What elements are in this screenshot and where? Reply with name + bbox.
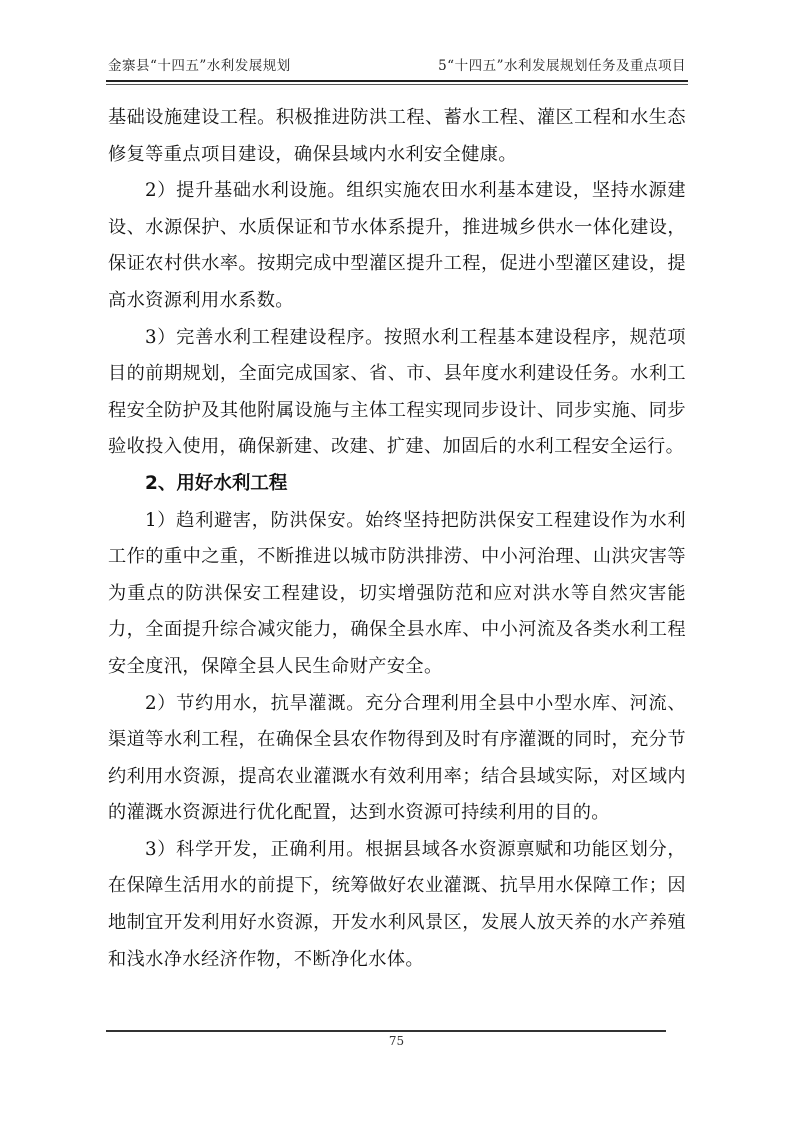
page-number: 75 [388, 1034, 405, 1048]
paragraph-scientific-development: 3）科学开发，正确利用。根据县域各水资源禀赋和功能区划分，在保障生活用水的前提下，统筹做好农业灌溉、抗旱用水保障工作；因地制宜开发利用好水资源，开发水利风景区，发展人放天养的水产养殖和浅水净水经济作物，不断净化水体。 [108, 838, 686, 970]
footer-rule [106, 1030, 666, 1032]
page-header [108, 54, 686, 76]
header-chapter-title: 5“十四五”水利发展规划任务及重点项目 [438, 58, 686, 74]
header-rule-thin [106, 84, 688, 85]
paragraph-flood-control: 1）趋利避害，防洪保安。始终坚持把防洪保安工程建设作为水利工作的重中之重，不断推进以城市防洪排涝、中小河治理、山洪灾害等为重点的防洪保安工程建设，切实增强防范和应对洪水等自然灾害能力，全面提升综合减灾能力，确保全县水库、中小河流及各类水利工程安全度汛，保障全县人民生命财产安全。 [108, 509, 686, 677]
paragraph-continued: 基础设施建设工程。积极推进防洪工程、蓄水工程、灌区工程和水生态修复等重点项目建设，确保县域内水利安全健康。 [108, 107, 686, 165]
paragraph-construction-procedure: 3）完善水利工程建设程序。按照水利工程基本建设程序，规范项目的前期规划，全面完成国家、省、市、县年度水利建设任务。水利工程安全防护及其他附属设施与主体工程实现同步设计、同步实施、同步验收投入使用，确保新建、改建、扩建、加固后的水利工程安全运行。 [108, 326, 686, 458]
header-rule [106, 80, 688, 82]
paragraph-improve-facilities: 2）提升基础水利设施。组织实施农田水利基本建设，坚持水源建设、水源保护、水质保证和节水体系提升，推进城乡供水一体化建设，保证农村供水率。按期完成中型灌区提升工程，促进小型灌区建设，提高水资源利用水系数。 [108, 180, 686, 311]
paragraph-water-saving: 2）节约用水，抗旱灌溉。充分合理利用全县中小型水库、河流、渠道等水利工程，在确保全县农作物得到及时有序灌溉的同时，充分节约利用水资源，提高农业灌溉水有效利用率；结合县域实际，对区域内的灌溉水资源进行优化配置，达到水资源可持续利用的目的。 [108, 692, 686, 824]
header-document-title: 金寨县“十四五”水利发展规划 [108, 58, 291, 74]
section-heading: 2、用好水利工程 [145, 472, 288, 494]
page-body [108, 100, 686, 978]
